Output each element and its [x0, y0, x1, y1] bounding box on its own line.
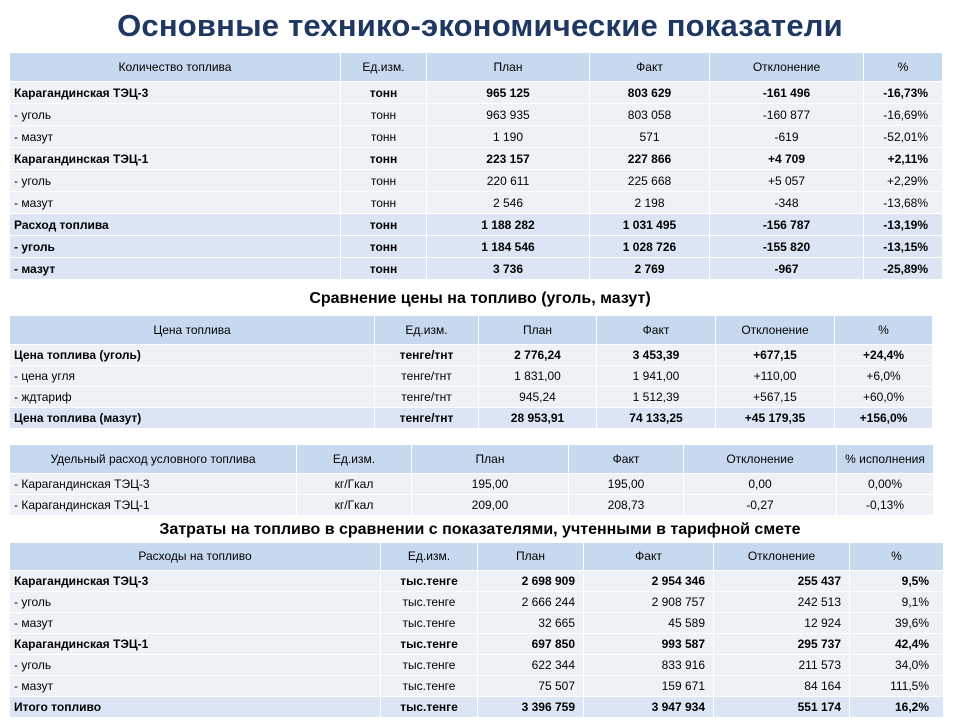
column-header: % исполнения: [837, 445, 934, 474]
row-deviation: +677,15: [716, 345, 835, 366]
row-unit: тонн: [341, 214, 427, 236]
column-header: Факт: [569, 445, 684, 474]
row-percent: -16,73%: [864, 82, 943, 104]
row-name: - ждтариф: [10, 387, 375, 408]
column-header: План: [478, 543, 584, 571]
row-name: - цена угля: [10, 366, 375, 387]
column-header: Отклонение: [714, 543, 850, 571]
row-plan: 3 736: [427, 258, 590, 280]
row-deviation: 255 437: [714, 571, 850, 592]
row-percent: +6,0%: [835, 366, 933, 387]
table-row: [10, 82, 943, 104]
row-fact: 803 058: [590, 104, 710, 126]
row-plan: 1 184 546: [427, 236, 590, 258]
row-fact: 993 587: [584, 634, 714, 655]
row-plan: 697 850: [478, 634, 584, 655]
fuel-quantity-table: [9, 52, 943, 280]
column-header: Ед.изм.: [381, 543, 478, 571]
row-unit: тыс.тенге: [381, 676, 478, 697]
row-unit: тенге/тнт: [375, 345, 479, 366]
row-unit: тонн: [341, 82, 427, 104]
row-unit: тонн: [341, 236, 427, 258]
row-deviation: -155 820: [710, 236, 864, 258]
row-fact: 2 908 757: [584, 592, 714, 613]
row-fact: 1 028 726: [590, 236, 710, 258]
row-unit: кг/Гкал: [297, 495, 412, 516]
row-fact: 45 589: [584, 613, 714, 634]
row-unit: тыс.тенге: [381, 634, 478, 655]
row-deviation: -160 877: [710, 104, 864, 126]
row-unit: тыс.тенге: [381, 592, 478, 613]
row-percent: -52,01%: [864, 126, 943, 148]
row-name: - мазут: [10, 613, 381, 634]
row-deviation: +110,00: [716, 366, 835, 387]
column-header: Факт: [584, 543, 714, 571]
row-fact: 2 954 346: [584, 571, 714, 592]
table-row: [10, 655, 944, 676]
row-plan: 3 396 759: [478, 697, 584, 718]
row-percent: 111,5%: [850, 676, 944, 697]
row-name: Цена топлива (мазут): [10, 408, 375, 429]
column-header: Количество топлива: [10, 53, 341, 82]
row-name: Расход топлива: [10, 214, 341, 236]
row-unit: тонн: [341, 148, 427, 170]
row-unit: тыс.тенге: [381, 613, 478, 634]
row-unit: тонн: [341, 170, 427, 192]
row-fact: 1 941,00: [597, 366, 716, 387]
row-deviation: 242 513: [714, 592, 850, 613]
column-header: Отклонение: [716, 316, 835, 345]
table-row: [10, 592, 944, 613]
column-header: Расходы на топливо: [10, 543, 381, 571]
row-fact: 195,00: [569, 474, 684, 495]
row-name: - уголь: [10, 592, 381, 613]
row-fact: 2 769: [590, 258, 710, 280]
table-row: [10, 634, 944, 655]
row-name: Итого топливо: [10, 697, 381, 718]
row-deviation: -348: [710, 192, 864, 214]
row-plan: 2 666 244: [478, 592, 584, 613]
row-name: - мазут: [10, 258, 341, 280]
row-unit: тыс.тенге: [381, 697, 478, 718]
column-header: %: [850, 543, 944, 571]
table-row: [10, 345, 933, 366]
row-deviation: +4 709: [710, 148, 864, 170]
row-percent: +60,0%: [835, 387, 933, 408]
row-unit: тонн: [341, 192, 427, 214]
row-name: - мазут: [10, 192, 341, 214]
table-row: [10, 474, 934, 495]
column-header: План: [412, 445, 569, 474]
row-fact: 2 198: [590, 192, 710, 214]
row-unit: тенге/тнт: [375, 366, 479, 387]
column-header: Ед.изм.: [341, 53, 427, 82]
row-plan: 75 507: [478, 676, 584, 697]
row-deviation: 551 174: [714, 697, 850, 718]
row-unit: тенге/тнт: [375, 408, 479, 429]
row-fact: 803 629: [590, 82, 710, 104]
row-percent: 16,2%: [850, 697, 944, 718]
row-name: - уголь: [10, 170, 341, 192]
table-header-row: [10, 53, 943, 82]
table-row: [10, 170, 943, 192]
row-plan: 2 776,24: [479, 345, 597, 366]
row-deviation: -967: [710, 258, 864, 280]
row-fact: 571: [590, 126, 710, 148]
row-deviation: 295 737: [714, 634, 850, 655]
table-row: [10, 148, 943, 170]
row-unit: тыс.тенге: [381, 571, 478, 592]
row-fact: 225 668: [590, 170, 710, 192]
row-plan: 223 157: [427, 148, 590, 170]
row-name: - мазут: [10, 676, 381, 697]
row-unit: тыс.тенге: [381, 655, 478, 676]
row-plan: 945,24: [479, 387, 597, 408]
table-header-row: [10, 543, 944, 571]
row-plan: 220 611: [427, 170, 590, 192]
row-plan: 195,00: [412, 474, 569, 495]
row-fact: 159 671: [584, 676, 714, 697]
column-header: Цена топлива: [10, 316, 375, 345]
row-percent: 42,4%: [850, 634, 944, 655]
table-row: [10, 214, 943, 236]
table-row: [10, 126, 943, 148]
row-percent: 39,6%: [850, 613, 944, 634]
row-percent: -13,68%: [864, 192, 943, 214]
row-plan: 963 935: [427, 104, 590, 126]
specific-consumption-table: [9, 444, 934, 516]
row-name: - Карагандинская ТЭЦ-1: [10, 495, 297, 516]
row-percent: -25,89%: [864, 258, 943, 280]
row-percent: 9,5%: [850, 571, 944, 592]
row-name: - Карагандинская ТЭЦ-3: [10, 474, 297, 495]
row-plan: 965 125: [427, 82, 590, 104]
table-row: [10, 104, 943, 126]
row-plan: 209,00: [412, 495, 569, 516]
row-fact: 833 916: [584, 655, 714, 676]
row-name: - уголь: [10, 655, 381, 676]
table-row: [10, 613, 944, 634]
row-plan: 32 665: [478, 613, 584, 634]
row-percent: -13,19%: [864, 214, 943, 236]
column-header: Отклонение: [684, 445, 837, 474]
fuel-costs-table: [9, 542, 944, 718]
row-percent: 0,00%: [837, 474, 934, 495]
row-plan: 28 953,91: [479, 408, 597, 429]
table-row: [10, 495, 934, 516]
row-percent: 34,0%: [850, 655, 944, 676]
row-deviation: +5 057: [710, 170, 864, 192]
row-percent: 9,1%: [850, 592, 944, 613]
row-deviation: -0,27: [684, 495, 837, 516]
row-plan: 622 344: [478, 655, 584, 676]
row-percent: +2,29%: [864, 170, 943, 192]
row-unit: кг/Гкал: [297, 474, 412, 495]
table-row: [10, 571, 944, 592]
row-name: - уголь: [10, 104, 341, 126]
row-deviation: -619: [710, 126, 864, 148]
table-row: [10, 192, 943, 214]
page-title: Основные технико-экономические показатели: [117, 8, 843, 43]
price-comparison-title: Сравнение цены на топливо (уголь, мазут): [309, 290, 651, 307]
row-plan: 1 188 282: [427, 214, 590, 236]
row-deviation: 0,00: [684, 474, 837, 495]
row-deviation: 211 573: [714, 655, 850, 676]
row-percent: +156,0%: [835, 408, 933, 429]
row-unit: тенге/тнт: [375, 387, 479, 408]
row-deviation: -156 787: [710, 214, 864, 236]
table-row: [10, 258, 943, 280]
table-header-row: [10, 316, 933, 345]
row-plan: 2 698 909: [478, 571, 584, 592]
row-unit: тонн: [341, 126, 427, 148]
column-header: Удельный расход условного топлива: [10, 445, 297, 474]
row-name: Цена топлива (уголь): [10, 345, 375, 366]
row-name: - уголь: [10, 236, 341, 258]
costs-title: Затраты на топливо в сравнении с показателями, учтенными в тарифной смете: [159, 521, 801, 538]
fuel-price-table: [9, 315, 933, 429]
row-plan: 1 831,00: [479, 366, 597, 387]
row-name: Карагандинская ТЭЦ-3: [10, 571, 381, 592]
row-fact: 1 031 495: [590, 214, 710, 236]
table-row: [10, 236, 943, 258]
table-row: [10, 676, 944, 697]
row-deviation: -161 496: [710, 82, 864, 104]
row-fact: 1 512,39: [597, 387, 716, 408]
row-name: Карагандинская ТЭЦ-3: [10, 82, 341, 104]
column-header: %: [835, 316, 933, 345]
row-percent: -13,15%: [864, 236, 943, 258]
column-header: %: [864, 53, 943, 82]
row-unit: тонн: [341, 258, 427, 280]
column-header: Ед.изм.: [375, 316, 479, 345]
row-deviation: 12 924: [714, 613, 850, 634]
row-percent: -0,13%: [837, 495, 934, 516]
table-row: [10, 408, 933, 429]
row-deviation: 84 164: [714, 676, 850, 697]
row-fact: 208,73: [569, 495, 684, 516]
column-header: Факт: [590, 53, 710, 82]
table-header-row: [10, 445, 934, 474]
column-header: План: [427, 53, 590, 82]
row-percent: -16,69%: [864, 104, 943, 126]
row-deviation: +567,15: [716, 387, 835, 408]
column-header: Факт: [597, 316, 716, 345]
column-header: Ед.изм.: [297, 445, 412, 474]
row-unit: тонн: [341, 104, 427, 126]
row-name: - мазут: [10, 126, 341, 148]
row-deviation: +45 179,35: [716, 408, 835, 429]
row-fact: 3 453,39: [597, 345, 716, 366]
table-row: [10, 387, 933, 408]
row-percent: +2,11%: [864, 148, 943, 170]
row-fact: 3 947 934: [584, 697, 714, 718]
row-fact: 227 866: [590, 148, 710, 170]
row-plan: 1 190: [427, 126, 590, 148]
row-name: Карагандинская ТЭЦ-1: [10, 148, 341, 170]
table-row: [10, 366, 933, 387]
table-row: [10, 697, 944, 718]
row-percent: +24,4%: [835, 345, 933, 366]
column-header: План: [479, 316, 597, 345]
row-name: Карагандинская ТЭЦ-1: [10, 634, 381, 655]
row-plan: 2 546: [427, 192, 590, 214]
row-fact: 74 133,25: [597, 408, 716, 429]
column-header: Отклонение: [710, 53, 864, 82]
